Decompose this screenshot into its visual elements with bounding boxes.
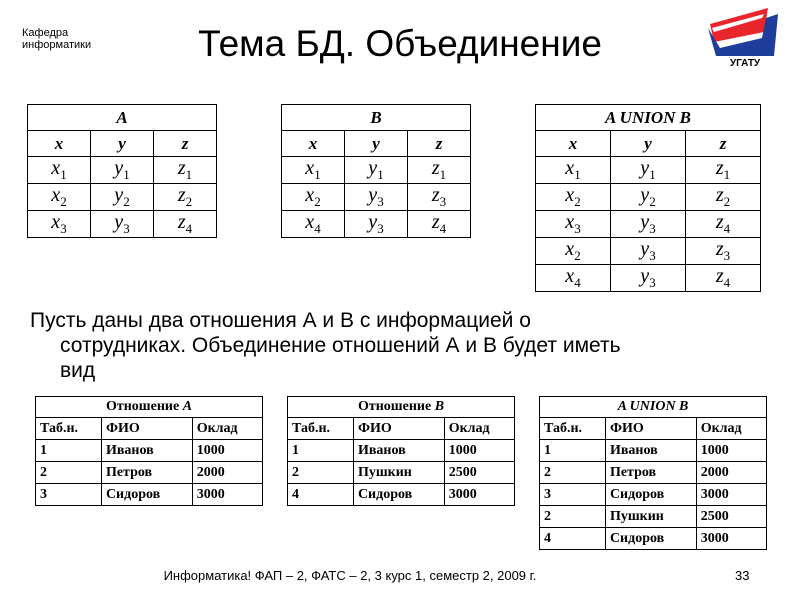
column-header: x bbox=[536, 131, 611, 157]
table-row bbox=[28, 157, 217, 184]
column-header: x bbox=[282, 131, 345, 157]
table-cell: 1000 bbox=[696, 440, 766, 462]
table-cell: $z_3$ bbox=[686, 238, 761, 265]
table-cell: Иванов bbox=[101, 440, 192, 462]
table-cell: Сидоров bbox=[353, 484, 444, 506]
table-cell: 1 bbox=[288, 440, 354, 462]
table-cell: 2 bbox=[540, 462, 606, 484]
table-cell: 3 bbox=[540, 484, 606, 506]
table-row bbox=[36, 440, 263, 462]
table-cell: $z_2$ bbox=[154, 184, 217, 211]
table-cell: $y_1$ bbox=[345, 157, 408, 184]
column-header: ФИО bbox=[353, 418, 444, 440]
table-row bbox=[282, 211, 471, 238]
table-caption: A UNION B bbox=[540, 397, 767, 418]
table-cell: Петров bbox=[101, 462, 192, 484]
column-header: Таб.н. bbox=[540, 418, 606, 440]
table-row bbox=[28, 211, 217, 238]
table-cell: 1000 bbox=[192, 440, 262, 462]
table-cell: $z_4$ bbox=[154, 211, 217, 238]
table-cell: 3 bbox=[36, 484, 102, 506]
table-relation-a bbox=[35, 396, 263, 506]
table-row bbox=[536, 238, 761, 265]
table-cell: 3000 bbox=[696, 528, 766, 550]
table-cell: $z_1$ bbox=[686, 157, 761, 184]
table-cell: $x_3$ bbox=[536, 211, 611, 238]
table-cell: Иванов bbox=[605, 440, 696, 462]
table-caption: A UNION B bbox=[536, 105, 761, 131]
column-header: ФИО bbox=[101, 418, 192, 440]
table-cell: $y_3$ bbox=[345, 211, 408, 238]
table-caption: A bbox=[28, 105, 217, 131]
table-cell: $x_1$ bbox=[28, 157, 91, 184]
table-cell: 2000 bbox=[696, 462, 766, 484]
table-cell: Петров bbox=[605, 462, 696, 484]
table-cell: 2500 bbox=[696, 506, 766, 528]
column-header: Оклад bbox=[192, 418, 262, 440]
table-cell: $x_1$ bbox=[536, 157, 611, 184]
table-row bbox=[36, 462, 263, 484]
table-cell: 2 bbox=[36, 462, 102, 484]
table-cell: Пушкин bbox=[605, 506, 696, 528]
table-row bbox=[536, 265, 761, 292]
table-cell: $z_1$ bbox=[408, 157, 471, 184]
table-row bbox=[540, 484, 767, 506]
table-cell: $y_3$ bbox=[345, 184, 408, 211]
table-cell: 1 bbox=[36, 440, 102, 462]
table-cell: $z_4$ bbox=[408, 211, 471, 238]
footer-text: Информатика! ФАП – 2, ФАТС – 2, 3 курс 1, семестр 2, 2009 г. bbox=[163, 568, 537, 583]
table-cell: $x_2$ bbox=[28, 184, 91, 211]
column-header: z bbox=[408, 131, 471, 157]
table-cell: $x_2$ bbox=[536, 238, 611, 265]
department-line-1: Кафедра bbox=[22, 27, 69, 39]
table-row bbox=[288, 440, 515, 462]
table-a-symbolic bbox=[27, 104, 217, 238]
table-row bbox=[288, 462, 515, 484]
table-row bbox=[536, 211, 761, 238]
table-row bbox=[282, 157, 471, 184]
table-cell: 4 bbox=[288, 484, 354, 506]
table-cell: $x_1$ bbox=[282, 157, 345, 184]
table-cell: Сидоров bbox=[101, 484, 192, 506]
paragraph-line-2: сотрудниках. Объединение отношений А и В будет иметь bbox=[60, 334, 621, 357]
paragraph-line-1: Пусть даны два отношения А и В с информацией о bbox=[30, 309, 531, 332]
table-cell: 2 bbox=[540, 506, 606, 528]
table-cell: $y_3$ bbox=[611, 265, 686, 292]
table-cell: $z_4$ bbox=[686, 211, 761, 238]
table-cell: $x_4$ bbox=[282, 211, 345, 238]
column-header: ФИО bbox=[605, 418, 696, 440]
logo-caption: УГАТУ bbox=[729, 58, 761, 69]
table-cell: 3000 bbox=[696, 484, 766, 506]
department-label bbox=[22, 27, 91, 51]
table-row bbox=[540, 506, 767, 528]
table-union-symbolic bbox=[535, 104, 761, 292]
column-header: Оклад bbox=[696, 418, 766, 440]
table-cell: 2500 bbox=[444, 462, 514, 484]
table-relation-union bbox=[539, 396, 767, 550]
table-cell: $z_1$ bbox=[154, 157, 217, 184]
table-cell: $z_2$ bbox=[686, 184, 761, 211]
column-header: y bbox=[345, 131, 408, 157]
table-caption: Отношение B bbox=[288, 397, 515, 418]
column-header: z bbox=[686, 131, 761, 157]
table-cell: $y_3$ bbox=[91, 211, 154, 238]
table-cell: $z_4$ bbox=[686, 265, 761, 292]
table-row bbox=[36, 484, 263, 506]
column-header: z bbox=[154, 131, 217, 157]
table-row bbox=[540, 462, 767, 484]
column-header: Таб.н. bbox=[36, 418, 102, 440]
table-row bbox=[288, 484, 515, 506]
column-header: y bbox=[91, 131, 154, 157]
table-row bbox=[536, 184, 761, 211]
table-cell: Иванов bbox=[353, 440, 444, 462]
description-paragraph bbox=[30, 308, 782, 383]
slide-title: Тема БД. Объединение bbox=[198, 23, 602, 64]
table-caption: B bbox=[282, 105, 471, 131]
table-cell: $z_3$ bbox=[408, 184, 471, 211]
table-caption: Отношение A bbox=[36, 397, 263, 418]
table-cell: $y_2$ bbox=[611, 184, 686, 211]
table-cell: Пушкин bbox=[353, 462, 444, 484]
table-cell: $y_3$ bbox=[611, 211, 686, 238]
table-cell: $x_2$ bbox=[282, 184, 345, 211]
page-number: 33 bbox=[735, 568, 750, 583]
table-cell: $y_2$ bbox=[91, 184, 154, 211]
logo-red-wing bbox=[710, 8, 768, 42]
table-cell: $y_1$ bbox=[611, 157, 686, 184]
table-cell: $y_3$ bbox=[611, 238, 686, 265]
table-cell: 2 bbox=[288, 462, 354, 484]
column-header: Оклад bbox=[444, 418, 514, 440]
table-cell: 3000 bbox=[444, 484, 514, 506]
table-cell: 1000 bbox=[444, 440, 514, 462]
table-cell: 2000 bbox=[192, 462, 262, 484]
department-line-2: информатики bbox=[22, 39, 92, 51]
table-row bbox=[540, 440, 767, 462]
column-header: y bbox=[611, 131, 686, 157]
table-b-symbolic bbox=[281, 104, 471, 238]
table-cell: 3000 bbox=[192, 484, 262, 506]
table-cell: $y_1$ bbox=[91, 157, 154, 184]
table-cell: Сидоров bbox=[605, 484, 696, 506]
table-cell: 4 bbox=[540, 528, 606, 550]
column-header: Таб.н. bbox=[288, 418, 354, 440]
table-row bbox=[540, 528, 767, 550]
table-cell: Сидоров bbox=[605, 528, 696, 550]
table-cell: 1 bbox=[540, 440, 606, 462]
table-cell: $x_2$ bbox=[536, 184, 611, 211]
table-cell: $x_3$ bbox=[28, 211, 91, 238]
table-relation-b bbox=[287, 396, 515, 506]
table-row bbox=[282, 184, 471, 211]
table-cell: $x_4$ bbox=[536, 265, 611, 292]
column-header: x bbox=[28, 131, 91, 157]
table-row bbox=[28, 184, 217, 211]
paragraph-line-3: вид bbox=[60, 359, 96, 382]
table-row bbox=[536, 157, 761, 184]
